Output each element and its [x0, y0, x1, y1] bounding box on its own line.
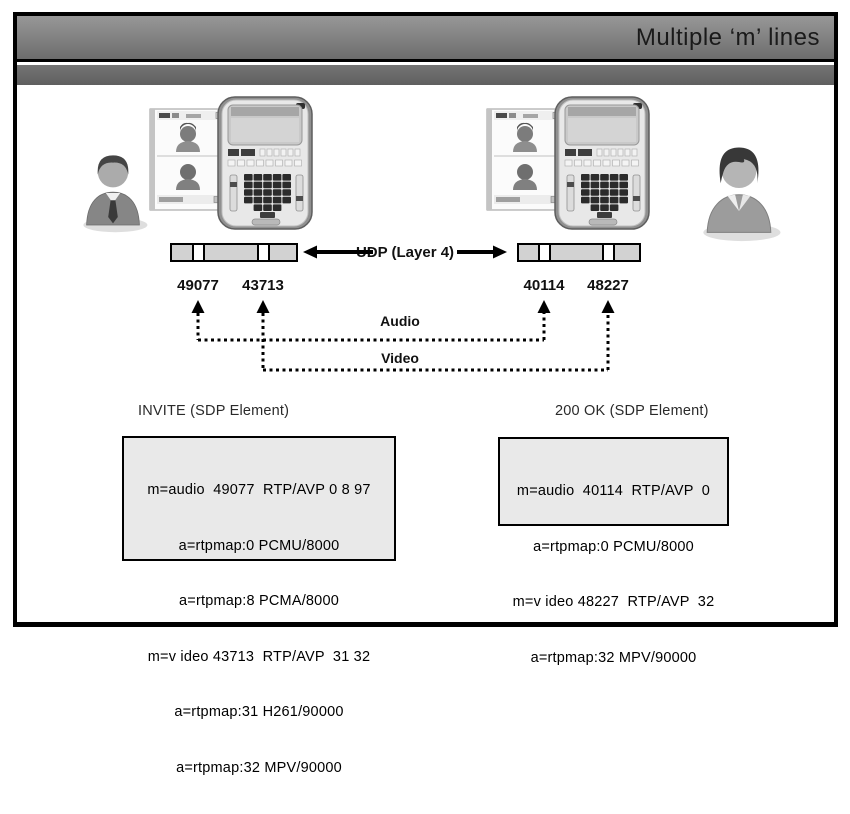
ok200-sdp-box	[498, 437, 729, 666]
video-stream-label: Video	[381, 350, 419, 366]
sdp-line: a=rtpmap:0 PCMU/8000	[533, 538, 694, 555]
port-slot	[538, 243, 551, 262]
udp-port-strip-left	[170, 243, 298, 262]
slide-title-bar	[17, 16, 834, 62]
invite-sdp-title: INVITE (SDP Element)	[138, 403, 290, 419]
port-number-right-video: 48227	[587, 277, 629, 294]
page-title: Multiple ‘m’ lines	[635, 23, 820, 51]
sdp-line: a=rtpmap:8 PCMA/8000	[179, 593, 339, 609]
ok200-sdp-title: 200 OK (SDP Element)	[555, 403, 709, 419]
callee-softphone-image	[485, 96, 650, 231]
slide-frame	[13, 12, 838, 776]
sdp-line: m=v ideo 43713 RTP/AVP 31 32	[147, 648, 371, 665]
invite-sdp-box	[122, 436, 396, 776]
port-number-left-audio: 49077	[177, 277, 219, 294]
port-slot	[192, 243, 205, 262]
audio-stream-label: Audio	[380, 313, 420, 329]
callee-person-icon	[693, 135, 785, 243]
caller-softphone-image	[148, 96, 313, 231]
port-slot	[257, 243, 270, 262]
sdp-line: m=audio 49077 RTP/AVP 0 8 97	[147, 482, 371, 498]
sdp-line: a=rtpmap:31 H261/90000	[174, 704, 344, 720]
caller-person-icon	[77, 135, 149, 243]
port-number-left-video: 43713	[242, 277, 284, 294]
sdp-line: a=rtpmap:32 MPV/90000	[530, 649, 697, 666]
slide-subtitle-bar	[17, 65, 834, 85]
port-number-right-audio: 40114	[523, 277, 565, 294]
udp-port-strip-right	[517, 243, 641, 262]
udp-layer-label: UDP (Layer 4)	[355, 244, 455, 261]
sdp-line: m=v ideo 48227 RTP/AVP 32	[512, 594, 715, 610]
port-slot	[602, 243, 615, 262]
sdp-line: m=audio 40114 RTP/AVP 0	[516, 483, 711, 499]
sdp-line: a=rtpmap:32 MPV/90000	[176, 759, 342, 776]
sdp-line: a=rtpmap:0 PCMU/8000	[178, 537, 340, 554]
